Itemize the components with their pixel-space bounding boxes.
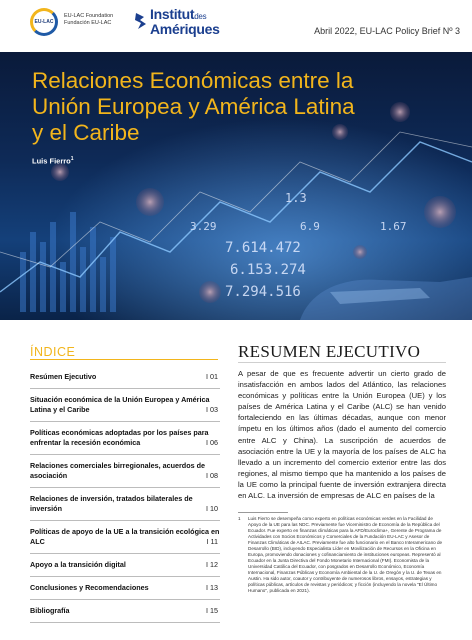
ticker-number: 7.614.472 (225, 240, 301, 256)
ticker-number: 1.67 (380, 220, 407, 233)
table-of-contents (30, 372, 220, 629)
toc-item-page: I 10 (206, 504, 218, 513)
ticker-number: 6.153.274 (230, 262, 306, 278)
toc-item-label: Políticas de apoyo de la UE a la transición ecológica en ALC (30, 527, 220, 546)
toc-item-page: I 15 (206, 606, 218, 615)
toc-item-label: Relaciones de inversión, tratados bilaterales de inversión (30, 494, 193, 513)
hero-image (0, 52, 472, 320)
foundation-name-en: EU-LAC Foundation (64, 13, 114, 19)
toc-item[interactable] (30, 428, 220, 455)
author-name-text: Luis Fierro (32, 156, 71, 166)
toc-item[interactable] (30, 583, 220, 600)
toc-item-page: I 06 (206, 438, 218, 447)
index-divider (30, 359, 218, 360)
ticker-number: 3.29 (190, 220, 217, 233)
footnote-number: 1 (238, 516, 241, 521)
institut-logo (150, 8, 220, 35)
footnote-divider (238, 512, 288, 513)
toc-item[interactable] (30, 395, 220, 422)
toc-item-page: I 08 (206, 471, 218, 480)
section-heading: RESUMEN EJECUTIVO (238, 342, 421, 361)
author-name (32, 156, 74, 166)
foundation-name-es: Fundación EU-LAC (64, 20, 112, 26)
foundation-name (64, 13, 113, 27)
index-heading: ÍNDICE (30, 345, 76, 359)
document-title: Relaciones Económicas entre la Unión Europea y América Latina y el Caribe (32, 68, 355, 145)
eulac-logo (30, 8, 58, 36)
toc-item-label: Bibliografía (30, 606, 70, 615)
toc-item-label: Conclusiones y Recomendaciones (30, 583, 149, 592)
institut-logo-icon (134, 11, 148, 31)
toc-item[interactable] (30, 560, 220, 577)
ticker-number: 1.3 (285, 191, 307, 205)
toc-item-page: I 13 (206, 583, 218, 592)
page-header (0, 0, 472, 44)
institut-logo-word2: Amériques (150, 21, 220, 37)
institut-logo-des: des (194, 12, 207, 21)
footnote (238, 516, 446, 594)
policy-brief-label: Abril 2022, EU-LAC Policy Brief Nº 3 (314, 26, 460, 36)
toc-item[interactable] (30, 372, 220, 389)
section-divider (238, 362, 446, 363)
author-footnote-ref: 1 (70, 156, 74, 162)
ticker-number: 6.9 (300, 220, 320, 233)
toc-item[interactable] (30, 606, 220, 623)
ticker-number: 7.294.516 (225, 284, 301, 300)
toc-item-label: Situación económica de la Unión Europea y América Latina y el Caribe (30, 395, 210, 414)
summary-paragraph: A pesar de que es frecuente advertir un cierto grado de insatisfacción en ambos lados del Atlántico, las relaciones económicas y políticas entre la Unión Europea (UE) y los países de América Latina y el Caribe (ALC) se han venido fortaleciendo en las últimas décadas, aunque con menor ímpetu en los últimos años (dado el aumento del comercio entre ALC y China). La suscripción de acuerdos de asociación entre la UE y la mayoría de los países de ALC ha llevado a un incremento del comercio exterior entre las dos regiones, al mismo tiempo que ha mantenido a los países de la UE como la principal fuente de inversión extranjera directa en ALC. La inversión de empresas de ALC en países de la (238, 369, 446, 501)
toc-item-label: Resúmen Ejecutivo (30, 372, 97, 381)
toc-item-page: I 01 (206, 372, 218, 381)
toc-item[interactable] (30, 461, 220, 488)
toc-item-label: Apoyo a la transición digital (30, 560, 126, 569)
toc-item[interactable] (30, 527, 220, 554)
toc-item-label: Relaciones comerciales birregionales, acuerdos de asociación (30, 461, 205, 480)
toc-item-page: I 12 (206, 560, 218, 569)
footnote-text: Luis Fierro se desempeña como experto en políticas económicas verdes en la Facilidad de Apoyo de la UE para las NDC. Previamente fue Viceministro de Economía de la República del Ecuador. Fue experto en finanzas climáticas para la AFD/Euroclima+, Gerente de Programa de Actividades con Socios Económicos y Comerciales de la Fundación EU-LAC y Asesor de Finanzas Climáticas de AILAC. Previamente fue alto funcionario en el Banco Interamericano de Desarrollo (BID), incluyendo Especialista Líder en Movilización de Recursos en la Oficina en Europa, promoviendo donaciones y cofinanciamiento de instituciones europeas. Representó al Ecuador en la Junta Directiva del Fondo Monetario Internacional (FMI). Economista de la Universidad Católica del Ecuador, con posgrados en Desarrollo Económico, Economía Internacional, Finanzas Públicas y Economía Ambiental de la U. de Oregón y la U. de Texas en Austin. Ha sido autor, coautor y contribuyente de numerosos libros, ensayos, estrategias y políticas públicas, artículos de revistas y periódicos; y ficción (incluyendo la novela "El Último Humano", publicada en 2021). (248, 516, 443, 593)
eulac-logo-text: EU-LAC (34, 19, 54, 25)
toc-item-page: I 11 (206, 537, 218, 546)
toc-item[interactable] (30, 494, 220, 521)
toc-item-label: Políticas económicas adoptadas por los países para enfrentar la recesión económica (30, 428, 209, 447)
institut-logo-word1: Institut (150, 6, 195, 22)
toc-item-page: I 03 (206, 405, 218, 414)
